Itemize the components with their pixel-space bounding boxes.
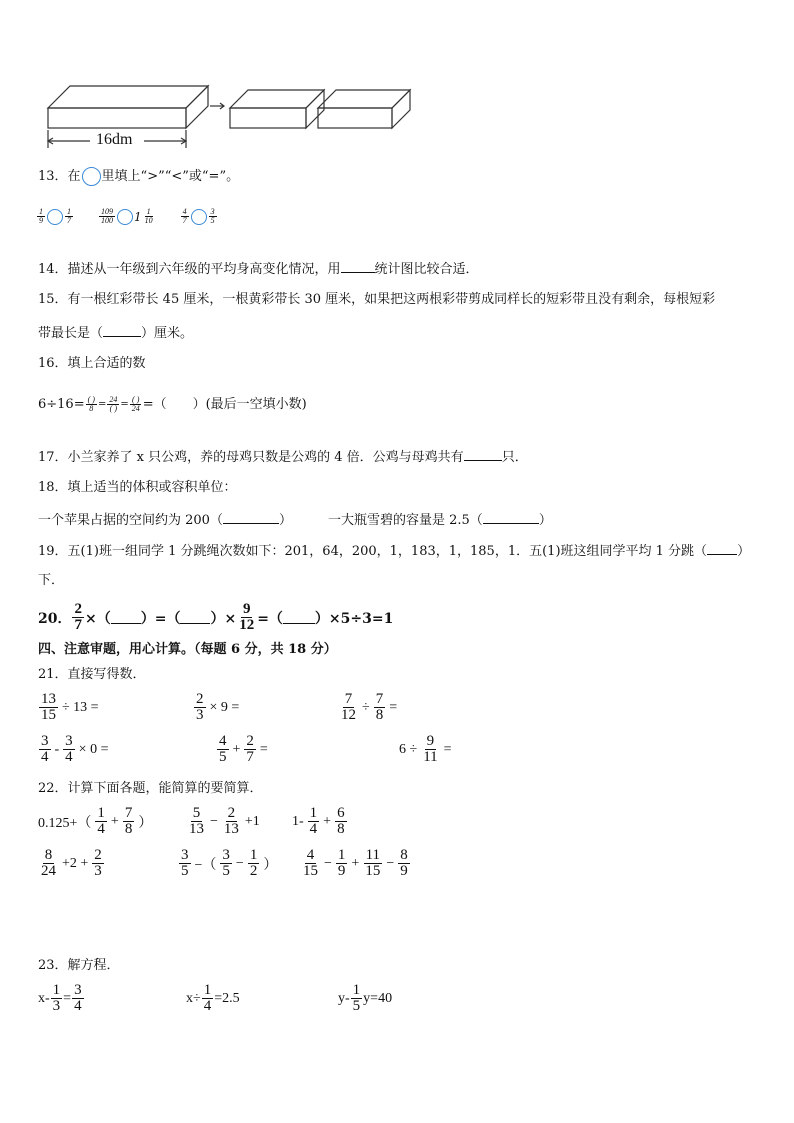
- fraction: $\frac{3}{4}$: [41, 733, 49, 765]
- expr-text: =: [443, 741, 452, 757]
- expr-text: ）: [138, 815, 153, 831]
- fraction: $\frac{6}{8}$: [337, 805, 345, 837]
- expr-text: 0.125+（: [38, 815, 92, 831]
- q16-title: 16．填上合适的数: [38, 356, 146, 371]
- fraction: $\frac{4}{7}$: [182, 207, 187, 225]
- expr-text: =: [63, 990, 72, 1006]
- q15-post: ）厘米。: [141, 326, 194, 341]
- answer-blank[interactable]: [223, 511, 279, 524]
- fraction: $\frac{2}{3}$: [196, 691, 204, 723]
- fraction: $\frac{1}{2}$: [249, 847, 258, 879]
- fraction: $\frac{109}{100}$: [101, 207, 113, 225]
- fraction: $\frac{13}{15}$: [41, 691, 56, 723]
- expr-text: ÷ 13 =: [62, 699, 99, 715]
- fraction: $\frac{9}{11}$: [423, 733, 438, 765]
- q22-expr-4: [38, 848, 105, 879]
- q14-pre: 14．描述从一年级到六年级的平均身高变化情况，用: [38, 262, 341, 277]
- q14-post: 统计图比较合适．: [374, 262, 479, 277]
- fraction: $\frac{8}{24}$: [41, 847, 56, 879]
- q21-expr-4: [38, 734, 111, 765]
- answer-blank[interactable]: [283, 611, 315, 624]
- fraction: $\frac{9}{12}$: [239, 601, 255, 633]
- q21-title: 21．直接写得数．: [38, 667, 146, 682]
- answer-blank[interactable]: [341, 260, 375, 273]
- expr-text: +: [351, 855, 360, 871]
- fraction: $\frac{1}{9}$: [39, 207, 43, 225]
- expr-text: 6 ÷: [399, 741, 418, 757]
- q22-expr-3: [292, 806, 348, 837]
- fraction: $\frac{11}{15}$: [365, 847, 381, 879]
- q19-pre: 19．五(1)班一组同学 1 分跳绳次数如下：201，64，200，1，183，1，185，1．五(1)班这组同学平均 1 分跳（: [38, 544, 708, 559]
- q18-b-pre: 一大瓶雪碧的容量是 2.5（: [328, 513, 483, 528]
- fraction: $\frac{2}{3}$: [94, 847, 102, 879]
- q19-line2: 下．: [38, 573, 65, 588]
- expr-text: =: [259, 741, 268, 757]
- answer-blank[interactable]: [111, 611, 141, 624]
- q20-text: =（: [257, 610, 283, 627]
- fraction: $\frac{2}{7}$: [246, 733, 254, 765]
- q23-eq-3: [338, 983, 392, 1014]
- fraction: $\frac{7}{8}$: [375, 691, 384, 723]
- fraction: $\frac{4}{5}$: [219, 733, 227, 765]
- q21-expr-1: [38, 692, 102, 723]
- q13-items: [36, 208, 218, 225]
- q20-text: ）×: [210, 610, 237, 627]
- q13-pre: 13．在: [38, 168, 81, 184]
- expr-text: −: [324, 855, 332, 871]
- q13-item-2: [98, 208, 156, 225]
- q17-line: [38, 448, 528, 466]
- fraction: $\frac{1}{9}$: [337, 847, 346, 879]
- q23-eq-1: [38, 983, 85, 1014]
- q16-equation: 6÷16= $\frac{( )}{8}$ = $\frac{24}{( )}$ = $\frac{( )}{24}$ =（ ）(最后一空填小数): [38, 395, 307, 413]
- q22-title: 22．计算下面各题，能简算的要简算．: [38, 781, 263, 796]
- expr-text: +: [110, 813, 119, 829]
- q22-expr-6: [300, 848, 411, 879]
- fraction: $\frac{2}{7}$: [74, 601, 82, 633]
- expr-text: +: [232, 741, 241, 757]
- q15-line2: [38, 324, 193, 342]
- whole-number: 1: [134, 209, 142, 224]
- fraction: $\frac{3}{5}$: [181, 847, 189, 879]
- expr-text: x-: [38, 990, 50, 1006]
- answer-blank[interactable]: [180, 611, 210, 624]
- expr-text: y=40: [363, 990, 393, 1006]
- expr-text: +2 +: [62, 855, 89, 871]
- section-4-title: 四、注意审题，用心计算。（每题 6 分，共 18 分）: [38, 642, 337, 657]
- expr-text: 1-: [292, 813, 304, 829]
- fraction: $\frac{1}{7}$: [67, 207, 71, 225]
- q13-item-1: [36, 208, 74, 225]
- expr-text: ）: [263, 857, 278, 873]
- fraction: $\frac{3}{5}$: [222, 847, 230, 879]
- answer-blank[interactable]: [464, 448, 502, 461]
- q15-pre: 带最长是（: [38, 326, 104, 341]
- q16-lead: 6÷16=: [38, 396, 85, 412]
- fraction: $\frac{1}{10}$: [144, 207, 153, 225]
- q18-part-b: [328, 511, 552, 529]
- expr-text: =: [389, 699, 398, 715]
- fraction: $\frac{1}{4}$: [97, 805, 105, 837]
- q13-post: 里填上“>”“<”或“=”。: [101, 168, 240, 184]
- figure-length-label: 16dm: [96, 131, 133, 148]
- q13-line: [38, 167, 239, 186]
- expr-text: −: [210, 813, 218, 829]
- q23-title: 23．解方程．: [38, 958, 120, 973]
- q23-eq-2: [186, 983, 240, 1014]
- expr-text: −: [386, 855, 395, 871]
- fraction: $\frac{( )}{24}$: [131, 395, 140, 413]
- expr-text: −: [235, 855, 244, 871]
- fraction: $\frac{( )}{8}$: [87, 395, 95, 413]
- q17-pre: 17．小兰家养了 x 只公鸡，养的母鸡只数是公鸡的 4 倍．公鸡与母鸡共有: [38, 450, 464, 465]
- expr-text: ÷: [362, 699, 370, 715]
- q15-line1: 15．有一根红彩带长 45 厘米，一根黄彩带长 30 厘米，如果把这两根彩带剪成同样长的短彩带且没有剩余，每根短彩: [38, 292, 716, 307]
- q18-part-a: [38, 511, 292, 529]
- answer-blank[interactable]: [103, 324, 141, 337]
- q17-post: 只．: [501, 450, 528, 465]
- compare-circle[interactable]: [82, 167, 101, 186]
- fraction: $\frac{1}{4}$: [203, 982, 212, 1014]
- q22-expr-5: [178, 848, 280, 879]
- expr-text: +1: [244, 813, 260, 829]
- fraction: $\frac{4}{15}$: [303, 847, 318, 879]
- expr-text: x÷: [186, 990, 201, 1006]
- answer-blank[interactable]: [707, 542, 737, 555]
- q20-text: ）×5÷3=1: [314, 610, 394, 627]
- fraction: $\frac{1}{3}$: [52, 982, 61, 1014]
- q20-pre: 20．: [38, 610, 72, 627]
- expr-text: × 9 =: [209, 699, 240, 715]
- q19-post: ）: [737, 544, 751, 559]
- expr-text: × 0 =: [78, 741, 109, 757]
- q22-expr-1: [38, 806, 155, 837]
- fraction: $\frac{3}{4}$: [74, 982, 82, 1014]
- expr-text: =2.5: [214, 990, 240, 1006]
- q16-tail: =（ ）(最后一空填小数): [142, 396, 307, 412]
- q19-line1: [38, 542, 750, 560]
- q18-b-post: ）: [538, 513, 552, 528]
- q18-a-pre: 一个苹果占据的空间约为 200（: [38, 513, 223, 528]
- compare-circle[interactable]: [191, 209, 207, 225]
- fraction: $\frac{1}{5}$: [352, 982, 361, 1014]
- q18-a-post: ）: [278, 513, 292, 528]
- fraction: $\frac{7}{8}$: [124, 805, 133, 837]
- expr-text: -: [54, 741, 60, 757]
- fraction: $\frac{8}{9}$: [400, 847, 408, 879]
- q21-expr-3: [338, 692, 400, 723]
- q14-line: [38, 260, 479, 278]
- expr-text: −（: [194, 857, 217, 873]
- expr-text: +: [323, 813, 332, 829]
- q20-text: ×（: [84, 610, 111, 627]
- q22-expr-2: [186, 806, 263, 837]
- fraction: $\frac{2}{13}$: [223, 805, 239, 837]
- q21-expr-6: [396, 734, 455, 765]
- q21-expr-5: [216, 734, 271, 765]
- fraction: $\frac{7}{12}$: [341, 691, 356, 723]
- expr-text: y-: [338, 990, 350, 1006]
- fraction: $\frac{3}{4}$: [65, 733, 73, 765]
- fraction: $\frac{5}{13}$: [189, 805, 204, 837]
- fraction: $\frac{3}{5}$: [210, 207, 215, 225]
- q18-title: 18．填上适当的体积或容积单位：: [38, 480, 237, 495]
- q20-line: [38, 602, 393, 633]
- q20-text: ）=（: [140, 610, 181, 627]
- q13-item-3: [180, 208, 218, 225]
- q21-expr-2: [193, 692, 242, 723]
- fraction: $\frac{24}{( )}$: [109, 395, 118, 413]
- fraction: $\frac{1}{4}$: [309, 805, 318, 837]
- compare-circle[interactable]: [117, 209, 133, 225]
- answer-blank[interactable]: [483, 511, 539, 524]
- compare-circle[interactable]: [47, 209, 63, 225]
